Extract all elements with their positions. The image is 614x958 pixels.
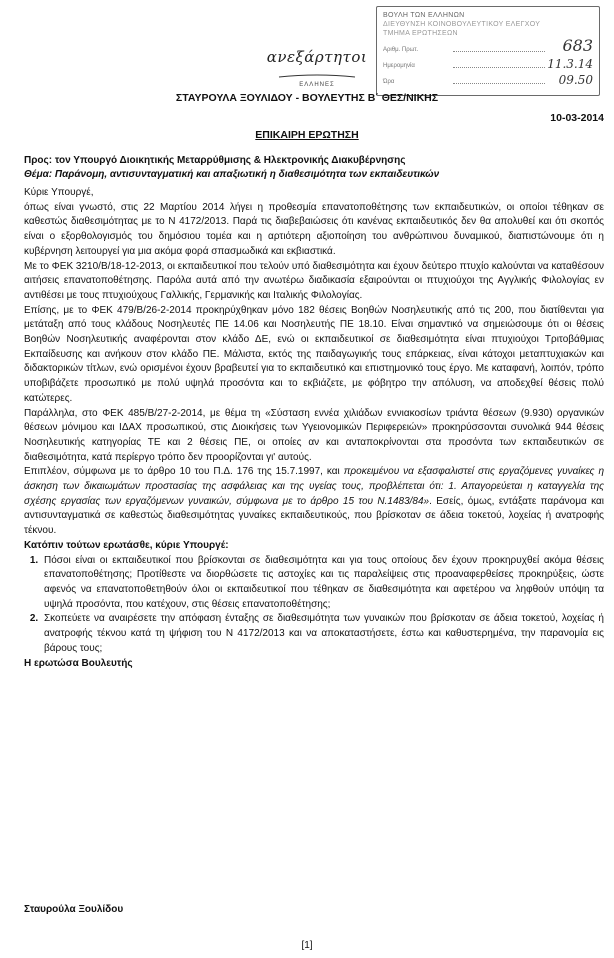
paragraph-tail: . Εσείς, όμως, εντάξατε παράνομα και αντισυνταγματικά σε καθεστώς διαθεσιμότητας γυναίκες εκπαιδευτικούς, που βρίσκοταν σε άδεια τοκετού, λοχείας ή ανατροφής τέκνου. bbox=[24, 495, 604, 537]
stamp-time: 09.50 bbox=[558, 73, 593, 87]
body-paragraph: όπως είναι γνωστό, στις 22 Μαρτίου 2014 λήγει η προθεσμία επανατοποθέτησης των εκπαιδευτικών, οι οποίοι τέθηκαν σε καθεστώς διαθεσιμότητας με το Ν 4172/2013. Παρά τις διαβεβαιώσεις ότι κανένας εκπαιδευτικός δεν θα απολυθεί και ότι σκοπός είναι ο εξορθολογισμός του δημόσιου τομέα και η αρτιότερη αξιοποίηση του ανθρώπινου δυναμικού, διαπιστώνουμε ότι η κυβέρνηση λειτουργεί για μια ακόμα φορά σπασμωδικά και εκβιαστικά. bbox=[24, 201, 604, 257]
body-paragraph-legal bbox=[24, 465, 604, 539]
registry-stamp bbox=[376, 6, 600, 96]
stamp-protocol-number: 683 bbox=[562, 36, 593, 55]
subject-line: Θέμα: Παράνομη, αντισυνταγματική και απαξιωτική η διαθεσιμότητα των εκπαιδευτικών bbox=[24, 169, 440, 180]
paragraph-lead: Επιπλέον, σύμφωνα με το άρθρο 10 του Π.Δ. 176 της 15.7.1997, και bbox=[24, 466, 344, 478]
question-item: 1. Πόσοι είναι οι εκπαιδευτικοί που βρίσκονται σε διαθεσιμότητα και για τους οποίους δεν έχουν προκηρυχθεί ακόμα θέσεις επανατοποθέτησης; Προτίθεστε να διορθώσετε τις αστοχίες και τις παραλείψεις στις προαναφερθείσες προκηρύξεις, ώστε αφενός να επανατοποθετηθούν όλοι οι εκπαιδευτικοί που τέθηκαν σε διαθεσιμότητα και αφετέρου να ληφθούν υπόψη τα υψηλά προσόντα, που κατέχουν, στις θέσεις επανατοποθέτησης; bbox=[41, 554, 604, 613]
stamp-row-protocol bbox=[383, 36, 593, 55]
logo-text: ανεξάρτητοι bbox=[266, 48, 368, 66]
body-paragraph: Παράλληλα, στο ΦΕΚ 485/Β/27-2-2014, με θέμα τη «Σύσταση εννέα χιλιάδων εννιακοσίων τριάντα θέσεων (9.930) οργανικών θέσεων μόνιμου και ΙΔΑΧ προσωπικού, στις Διοικήσεις των Υγειονομικών Περιφερειών» προκηρύσσονται συνολικά 944 θέσεις Νοσηλευτικής κατηγορίας ΤΕ και 2 θέσεις ΠΕ, οι οποίες αν και ανταποκρίνονται στα προσόντα των εκπαιδευτικών σε διαθεσιμότητα, κατά περίεργο τρόπο δεν προορίζονται γι' αυτούς. bbox=[24, 407, 604, 463]
signer-name: Σταυρούλα Ξουλίδου bbox=[24, 904, 124, 915]
legal-quote: προκειμένου να εξασφαλιστεί στις εργαζόμενες γυναίκες η άσκηση των δικαιωμάτων προστασίας της ασφάλειας και της υγείας τους, προβλέπεται ότι: 1. Απαγορεύεται η καταγγελία της σχέσης εργασίας των εργαζόμενων γυναικών, σύμφωνα με το άρθρο 15 του Ν.1483/84» bbox=[24, 466, 604, 507]
addressee-line: Προς: τον Υπουργό Διοικητικής Μεταρρύθμισης & Ηλεκτρονικής Διακυβέρνησης bbox=[24, 155, 406, 166]
salutation: Κύριε Υπουργέ, bbox=[24, 187, 94, 198]
signoff: Η ερωτώσα Βουλευτής bbox=[24, 657, 133, 669]
stamp-label: Αριθμ. Πρωτ. bbox=[383, 47, 419, 53]
page-number: [1] bbox=[301, 940, 313, 951]
logo-underline-icon bbox=[277, 73, 357, 79]
questions-list bbox=[24, 554, 604, 657]
document-date: 10-03-2014 bbox=[550, 112, 604, 124]
stamp-row-date bbox=[383, 56, 593, 70]
stamp-date: 11.3.14 bbox=[547, 57, 593, 71]
body-paragraph: Επίσης, με το ΦΕΚ 479/Β/26-2-2014 προκηρύχθηκαν μόνο 182 θέσεις Βοηθών Νοσηλευτικής από τις 200, που διατίθενται για μετάταξη από τους κλάδους Νοσηλευτές ΠΕ 14.06 και Νοσηλευτής ΠΕ 18.10. Είναι σημαντικό να σημειώσουμε ότι οι θέσεις Βοηθών Νοσηλευτικής αναφέρονται στον κλάδο ΔΕ, ενώ οι εκπαιδευτικοί σε διαθεσιμότητα είναι πτυχιούχοι Τριτοβάθμιας Εκπαίδευσης και ανήκουν στον κλάδο ΠΕ. Μάλιστα, εκτός της παιδαγωγικής τους επάρκειας, είναι κάτοχοι μεταπτυχιακών και διδακτορικών τίτλων, ενώ ορισμένοι έχουν βραβευτεί για το εκπαιδευτικό και επιστημονικό τους έργο. Με καταφανή, λοιπόν, τρόπο υποβιβάζετε προσωπικό με πολύ υψηλά προσόντα και το εκβιάζετε, με φόβητρο την απόλυση, να αποδεχθεί θέσεις πολύ κατώτερες. bbox=[24, 304, 604, 404]
stamp-header-line: ΔΙΕΥΘΥΝΣΗ ΚΟΙΝΟΒΟΥΛΕΥΤΙΚΟΥ ΕΛΕΓΧΟΥ bbox=[383, 21, 541, 28]
stamp-header bbox=[383, 11, 593, 38]
stamp-label: Ώρα bbox=[383, 79, 395, 85]
questions-intro: Κατόπιν τούτων ερωτάσθε, κύριε Υπουργέ: bbox=[24, 539, 229, 551]
stamp-row-time bbox=[383, 72, 593, 86]
party-logo bbox=[255, 48, 379, 88]
document-type-heading: ΕΠΙΚΑΙΡΗ ΕΡΩΤΗΣΗ bbox=[255, 129, 359, 141]
addressee-block bbox=[24, 154, 439, 182]
question-item: 2. Σκοπεύετε να αναιρέσετε την απόφαση ένταξης σε διαθεσιμότητα των γυναικών που βρίσκοταν σε άδεια τοκετού, λοχείας ή ανατροφής τέκνου κατά τη ψήφιση του Ν 4172/2013 και να αποκαταστήσετε, έστω και καθυστερημένα, την παρανομία εις βάρους τους; bbox=[41, 612, 604, 656]
stamp-label: Ημερομηνία bbox=[383, 63, 415, 69]
letter-body bbox=[24, 186, 604, 671]
body-paragraph: Με το ΦΕΚ 3210/Β/18-12-2013, οι εκπαιδευτικοί που τελούν υπό διαθεσιμότητα και έχουν δεύτερο πτυχίο καλούνται να καταθέσουν αιτήσεις επανατοποθέτησης. Παρόλα αυτά από την ανωτέρω διαδικασία εξαιρούνται οι πτυχιούχοι της Αγγλικής Φιλολογίας εν αντιθέσει με τους πτυχιούχους Γαλλικής, Γερμανικής και Ιταλικής Φιλολογίας. bbox=[24, 260, 604, 301]
author-line: ΣΤΑΥΡΟΥΛΑ ΞΟΥΛΙΔΟΥ - ΒΟΥΛΕΥΤΗΣ Β΄ ΘΕΣ/ΝΙΚΗΣ bbox=[175, 92, 439, 104]
logo-subtext: ΕΛΛΗΝΕΣ bbox=[299, 82, 335, 88]
stamp-header-line: ΒΟΥΛΗ ΤΩΝ ΕΛΛΗΝΩΝ bbox=[383, 12, 465, 19]
stamp-header-line: ΤΜΗΜΑ ΕΡΩΤΗΣΕΩΝ bbox=[383, 30, 458, 37]
